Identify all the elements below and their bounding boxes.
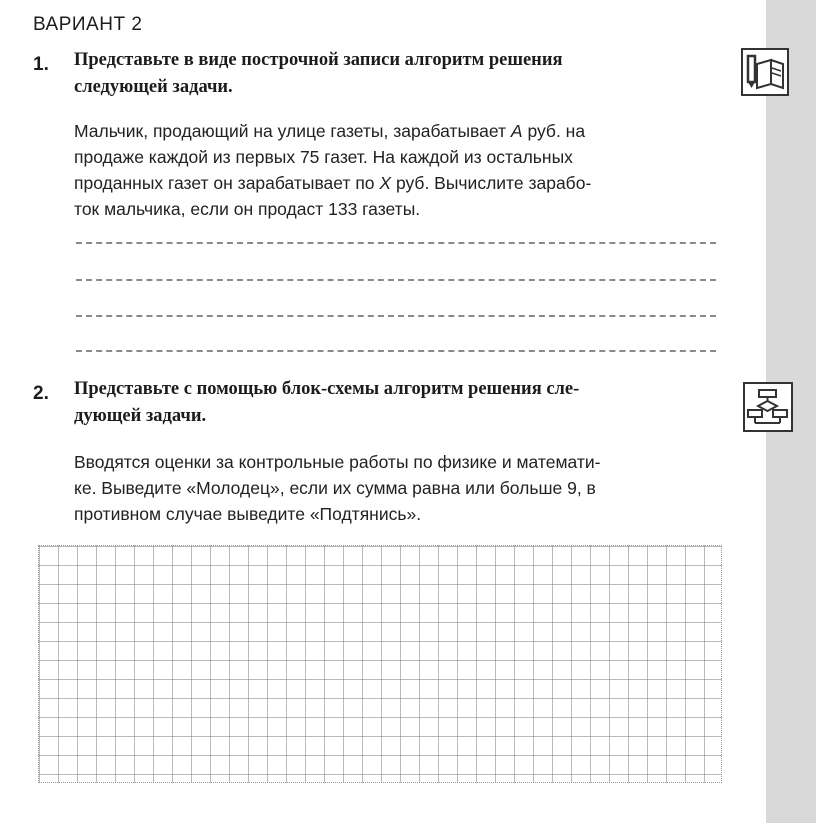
variable-a: А (510, 121, 523, 141)
answer-line-2[interactable] (76, 279, 716, 281)
task2-title (74, 376, 716, 430)
task2-title-line2: дующей задачи. (74, 406, 207, 426)
flowchart-icon (743, 382, 793, 432)
pencil-book-icon (741, 48, 789, 96)
variant-heading: ВАРИАНТ 2 (33, 14, 143, 35)
flowchart-icon-graphic (745, 384, 790, 429)
answer-line-3[interactable] (76, 315, 716, 317)
task1-condition-line4: ток мальчика, если он продаст 133 газеты. (74, 199, 421, 219)
task1-cond-text: руб. на (522, 121, 586, 141)
task1-title (74, 47, 716, 101)
task1-cond-text: руб. Вычислите зарабо- (391, 173, 592, 193)
task1-title-line1: Представьте в виде построчной записи алгоритм решения (74, 50, 563, 70)
answer-line-1[interactable] (76, 242, 716, 244)
task1-condition (74, 118, 716, 222)
task1-condition-line1 (74, 118, 716, 144)
task1-number: 1. (33, 54, 49, 75)
task2-condition-line1: Вводятся оценки за контрольные работы по физике и математи- (74, 452, 601, 472)
task2-condition-line3: противном случае выведите «Подтянись». (74, 504, 422, 524)
task2-condition-line2: ке. Выведите «Молодец», если их сумма равна или больше 9, в (74, 478, 596, 498)
task1-condition-line3 (74, 170, 716, 196)
task2-number: 2. (33, 383, 49, 404)
task1-condition-line2: продаже каждой из первых 75 газет. На каждой из остальных (74, 147, 573, 167)
task1-title-line2: следующей задачи. (74, 77, 233, 97)
task1-cond-text: проданных газет он зарабатывает по (74, 173, 380, 193)
pencil-book-icon-graphic (743, 50, 786, 93)
task1-cond-text: Мальчик, продающий на улице газеты, зарабатывает (74, 121, 511, 141)
flowchart-drawing-grid[interactable] (38, 545, 722, 783)
task2-condition (74, 449, 716, 527)
answer-line-4[interactable] (76, 350, 716, 352)
task2-title-line1: Представьте с помощью блок-схемы алгоритм решения сле- (74, 379, 580, 399)
variable-x: Х (379, 173, 392, 193)
